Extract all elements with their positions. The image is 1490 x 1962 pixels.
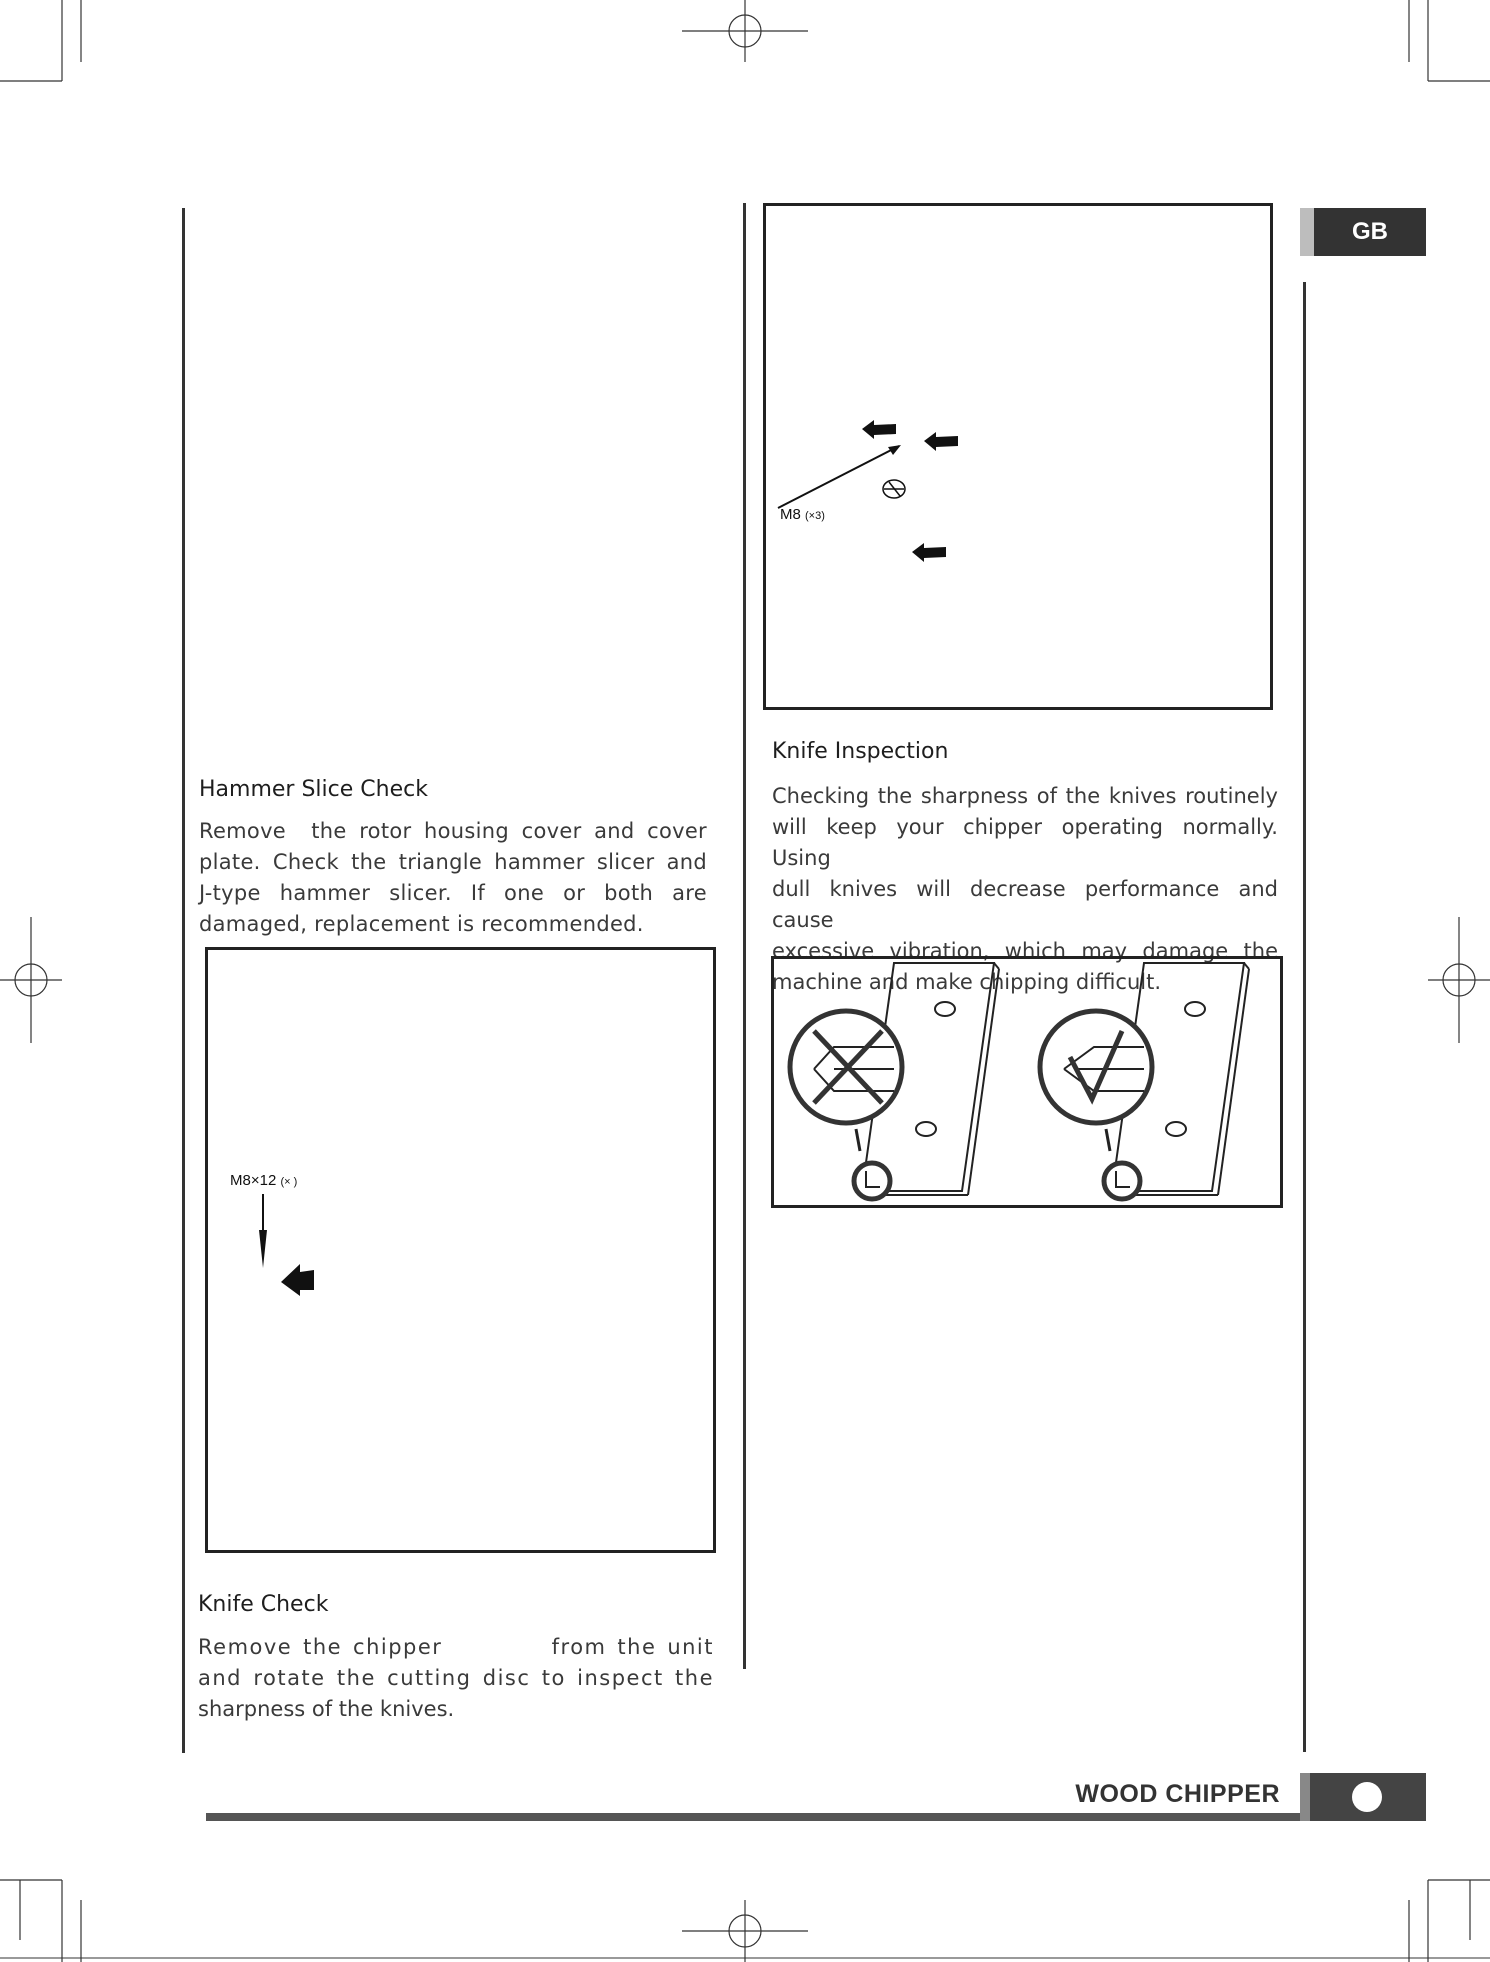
knife-check-text	[198, 1632, 714, 1725]
hammer-slice-check-text	[199, 816, 707, 940]
rotor-cover-diagram	[766, 206, 1270, 707]
footer-title: WOOD CHIPPER	[1075, 1780, 1280, 1808]
knife-check-heading: Knife Check	[198, 1592, 329, 1617]
arrow-left-icon	[862, 420, 896, 439]
page-number-box	[1300, 1773, 1426, 1821]
arrow-left-icon	[912, 543, 946, 562]
text-line: dull knives will decrease performance and cause	[772, 877, 1278, 932]
bolt-qty-text: (×3)	[805, 510, 825, 522]
language-tab	[1300, 208, 1426, 256]
footer-rule	[206, 1813, 1300, 1821]
text-line: damaged, replacement is recommended.	[199, 912, 644, 936]
knife-inspection-heading: Knife Inspection	[772, 739, 949, 764]
tab-accent	[1300, 208, 1314, 256]
text-line: excessive vibration, which may damage the	[772, 939, 1278, 963]
hammer-slicer-figure	[205, 947, 716, 1553]
arrow-left-icon	[281, 1264, 314, 1296]
bolt-qty-text: (× )	[280, 1176, 298, 1188]
check-mark-icon	[1040, 1011, 1152, 1199]
language-tab-label: GB	[1352, 218, 1388, 245]
knife-comparison-diagram	[774, 959, 1280, 1205]
bolt-spec-label	[780, 506, 825, 523]
page-box-accent	[1300, 1773, 1310, 1821]
text-line: sharpness of the knives.	[198, 1697, 455, 1721]
center-column-rule	[743, 203, 746, 1669]
text-line: and rotate the cutting disc to inspect the	[198, 1666, 714, 1690]
text-line: Checking the sharpness of the knives routinely	[772, 784, 1278, 808]
text-line: Remove the rotor housing cover and cover	[199, 819, 707, 843]
page-number	[1352, 1782, 1382, 1812]
text-line: J-type hammer slicer. If one or both are	[199, 881, 707, 905]
arrow-left-icon	[924, 432, 958, 451]
text-line: will keep your chipper operating normally. Using	[772, 815, 1278, 870]
text-line: Remove the chipper from the unit	[198, 1635, 714, 1659]
hammer-slice-check-heading: Hammer Slice Check	[199, 777, 428, 802]
cross-mark-icon	[790, 1011, 902, 1199]
right-column-rule	[1303, 282, 1306, 1752]
text-line: machine and make chipping difficult.	[772, 970, 1162, 994]
knife-comparison-figure	[771, 956, 1283, 1208]
rotor-cover-figure	[763, 203, 1273, 710]
bolt-size-text: M8	[780, 506, 801, 523]
left-column-rule	[182, 208, 185, 1753]
bolt-size-text: M8×12	[230, 1172, 277, 1189]
hammer-slicer-diagram	[208, 950, 713, 1550]
text-line: plate. Check the triangle hammer slicer and	[199, 850, 707, 874]
